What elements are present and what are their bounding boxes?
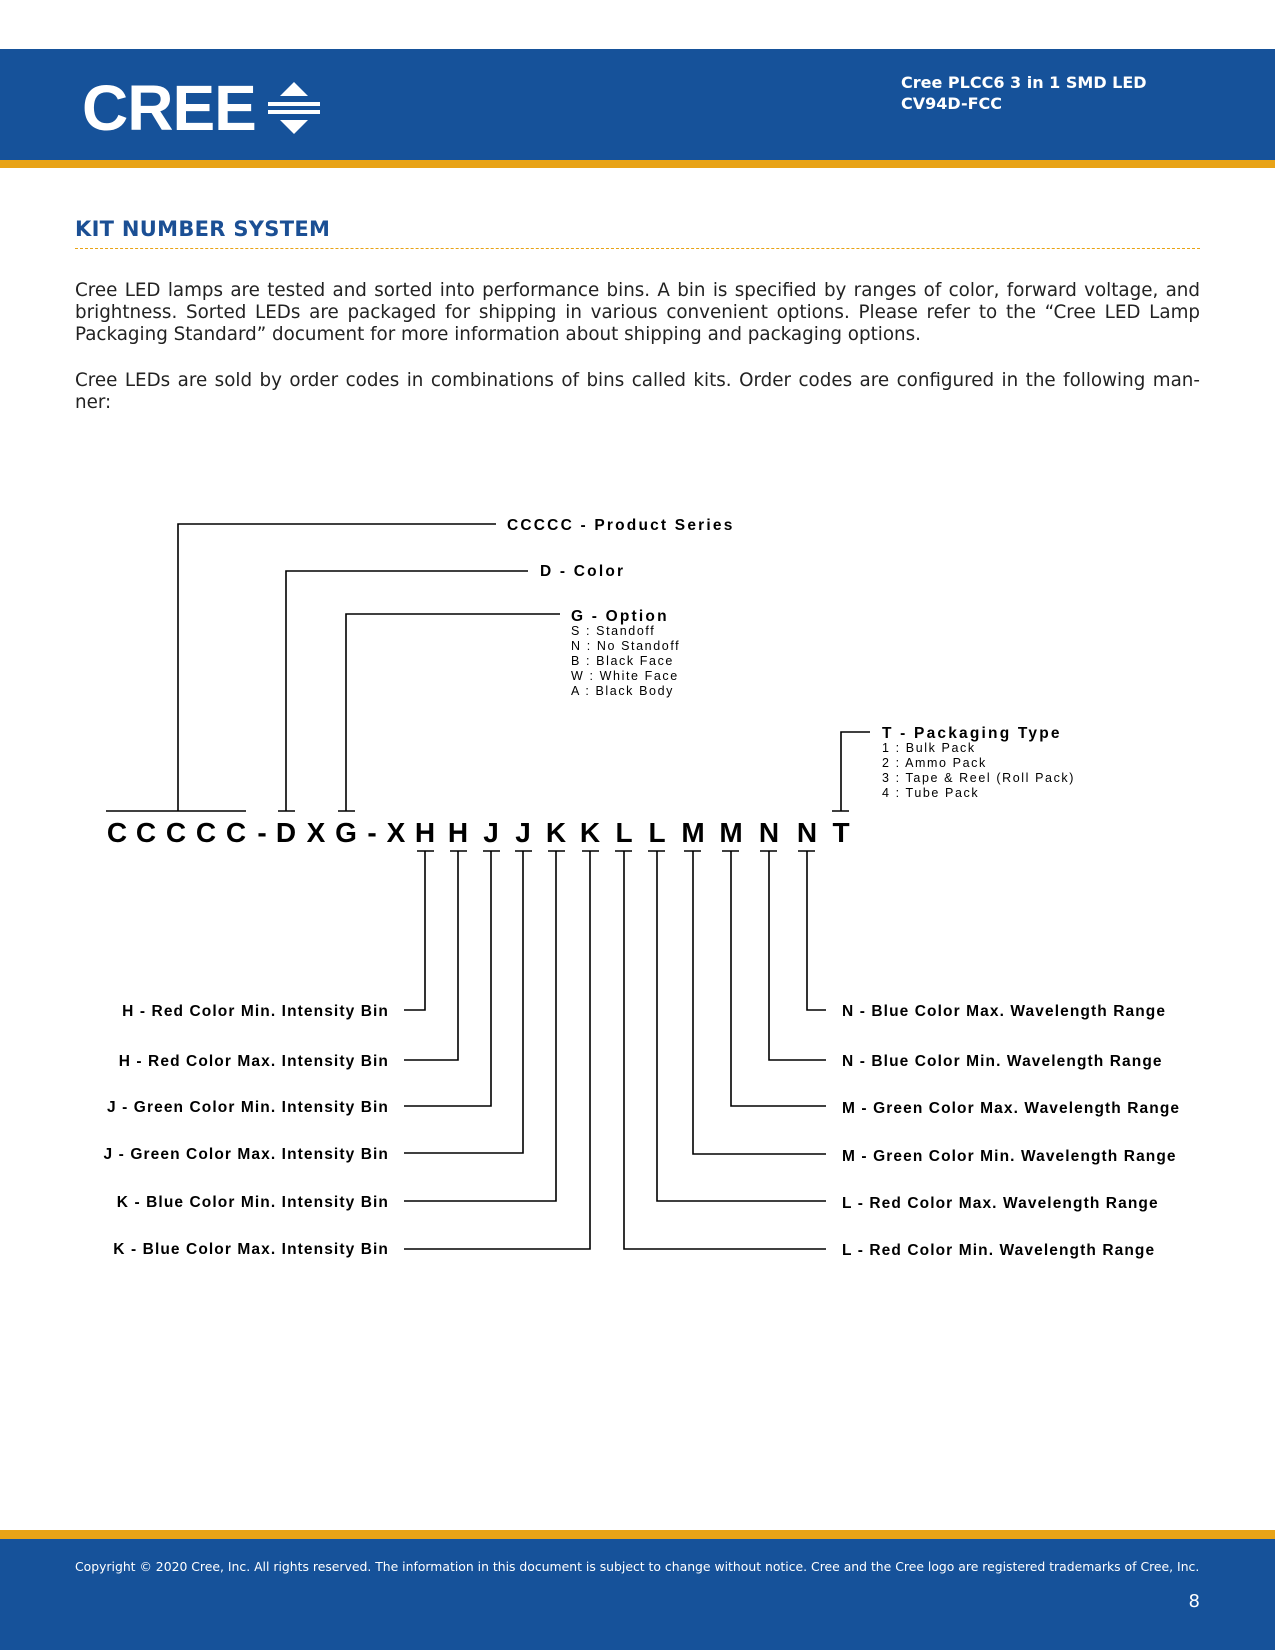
footer-accent-stripe (0, 1530, 1275, 1539)
code-char: K (579, 817, 601, 848)
code-char: M (719, 817, 743, 848)
left-label: K - Blue Color Min. Intensity Bin (116, 1194, 389, 1211)
code-char: D (275, 817, 297, 848)
packaging-item: 1 : Bulk Pack (882, 741, 976, 755)
code-char: J (483, 817, 499, 848)
copyright-notice: Copyright © 2020 Cree, Inc. All rights reserved. The information in this document is subject to change without notice. Cree and the Cree logo are registered trademarks of Cree, Inc. (75, 1559, 1200, 1574)
option-title: G - Option (571, 608, 669, 625)
code-char: G (335, 817, 357, 848)
packaging-item: 2 : Ammo Pack (882, 756, 987, 770)
code-char: - (367, 817, 377, 848)
left-label: J - Green Color Max. Intensity Bin (103, 1146, 389, 1163)
right-label: L - Red Color Max. Wavelength Range (842, 1195, 1159, 1212)
left-label: H - Red Color Max. Intensity Bin (118, 1053, 389, 1070)
product-name: Cree PLCC6 3 in 1 SMD LED (901, 73, 1147, 92)
code-char: N (796, 817, 818, 848)
option-item: B : Black Face (571, 654, 674, 668)
code-char: J (515, 817, 531, 848)
option-item: A : Black Body (571, 684, 674, 698)
code-char: K (545, 817, 567, 848)
logo-text: CREE (82, 72, 256, 144)
code-char: C (165, 817, 187, 848)
page-footer (0, 1539, 1275, 1650)
right-label: M - Green Color Min. Wavelength Range (842, 1148, 1177, 1165)
code-char: C (195, 817, 217, 848)
color-label: D - Color (540, 563, 626, 580)
order-code-paragraph: Cree LEDs are sold by order codes in combinations of bins called kits. Order codes are configured in the following man-ner: (75, 370, 1200, 413)
code-char: X (306, 817, 326, 848)
page-number: 8 (1188, 1591, 1200, 1612)
code-char: L (648, 817, 666, 848)
packaging-item: 3 : Tape & Reel (Roll Pack) (882, 771, 1076, 785)
code-char: H (447, 817, 469, 848)
code-char: - (257, 817, 267, 848)
product-part-number: CV94D-FCC (901, 94, 1003, 113)
code-char: L (615, 817, 633, 848)
right-label: N - Blue Color Min. Wavelength Range (842, 1053, 1163, 1070)
option-item: S : Standoff (571, 624, 656, 638)
code-char: T (832, 817, 850, 848)
code-char: C (106, 817, 128, 848)
right-label: M - Green Color Max. Wavelength Range (842, 1100, 1181, 1117)
code-char: C (225, 817, 247, 848)
code-char: N (758, 817, 780, 848)
section-title: KIT NUMBER SYSTEM (75, 217, 331, 241)
code-char: H (414, 817, 436, 848)
left-label: J - Green Color Min. Intensity Bin (107, 1099, 389, 1116)
code-char: X (386, 817, 406, 848)
left-label: H - Red Color Min. Intensity Bin (122, 1003, 389, 1020)
intro-paragraph: Cree LED lamps are tested and sorted into performance bins. A bin is specified by ranges of color, forward voltage, and brightness. Sorted LEDs are packaged for shipping in various convenient options. Please refer to the “Cree LED Lamp Packaging Standard” document for more information about shipping and packaging options. (75, 280, 1200, 345)
option-item: W : White Face (571, 669, 679, 683)
code-char: M (681, 817, 705, 848)
left-label: K - Blue Color Max. Intensity Bin (113, 1241, 389, 1258)
packaging-item: 4 : Tube Pack (882, 786, 980, 800)
packaging-title: T - Packaging Type (882, 725, 1062, 742)
code-char: C (135, 817, 157, 848)
right-label: L - Red Color Min. Wavelength Range (842, 1242, 1156, 1259)
right-label: N - Blue Color Max. Wavelength Range (842, 1003, 1167, 1020)
option-item: N : No Standoff (571, 639, 681, 653)
product-series-label: CCCCC - Product Series (507, 517, 735, 534)
